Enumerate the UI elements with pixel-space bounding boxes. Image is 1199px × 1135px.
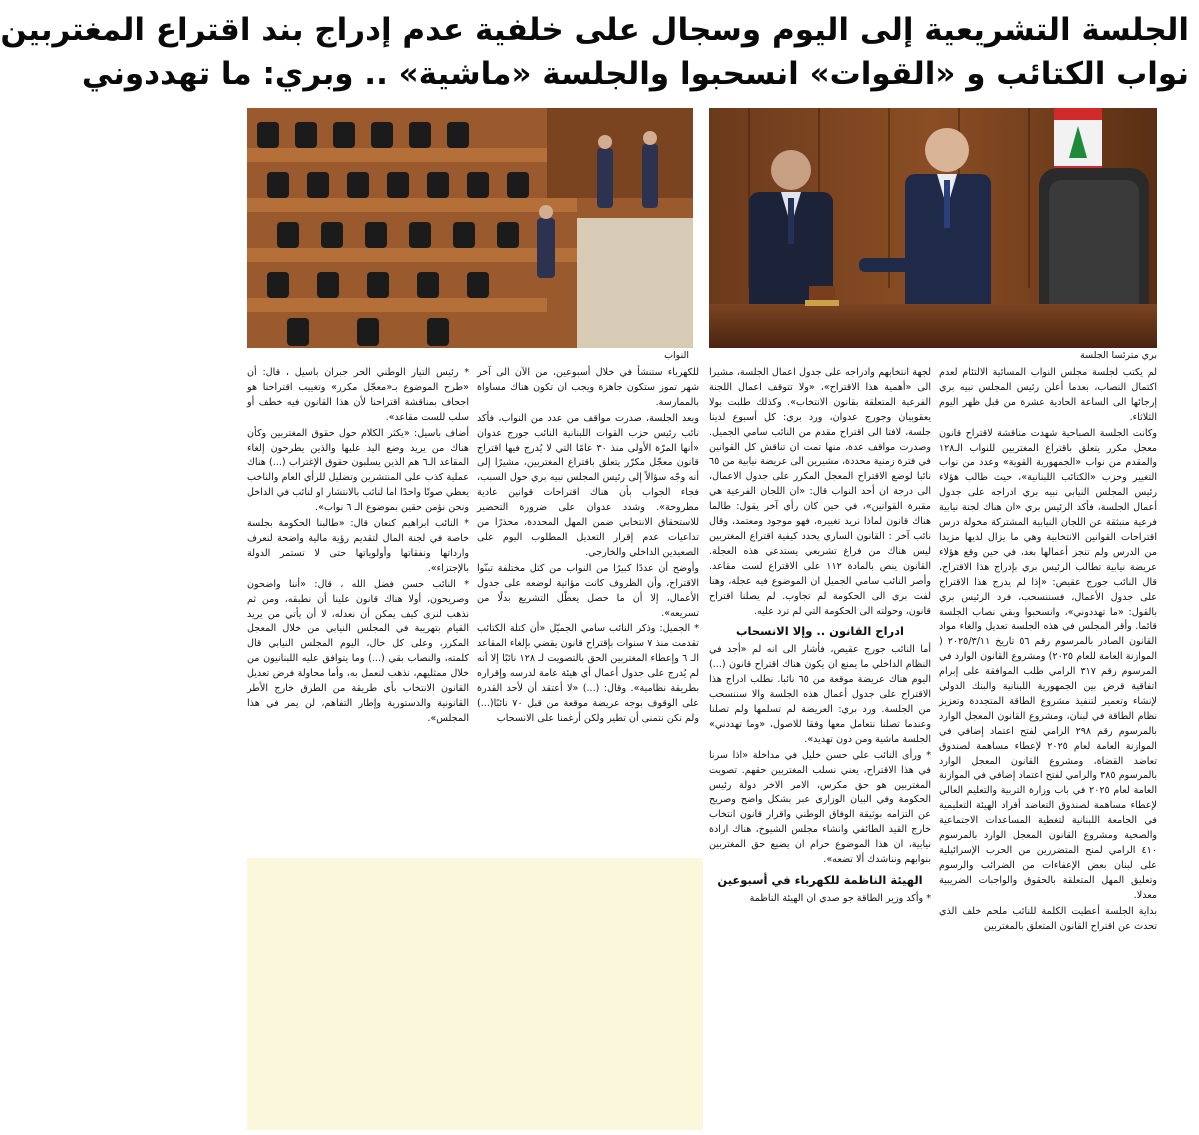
- paragraph: لجهة انتخابهم وادراجه على جدول اعمال الجلسة، مشيرا الى «أهمية هذا الاقتراح»، «ولا تتوقف اعمال اللجنة الفرعية المتعلقة بقانون الانتخاب». وكذلك طلبت بولا يعقوبيان وجورج عدوان، ورد بري: كل أسبوع لدينا جلسة، لافتا الى اقتراح مقدم من النائب سامي الجميل. وصدرت مواقف عدة، منها تمت ان تناقش كل القوانين في فترة زمنية محددة، مشيرين الى عريضة نيابية من ٦٥ نائبا لوضع الاقتراح المعجل المكرر على جدول الاعمال، الى درجة ان أحد النواب قال: «ان اللجان الفرعية هي مقبرة القوانين»، في حين كان رأي آخر يقول: طالما هناك قانون لماذا نريد تغييره، فهو موجود ومعتمد، وقال نائب آخر : القانون الساري يحدد كيفية اقتراع المغتربين ليس هناك من فراغ تشريعي يستدعي هذه العجلة. القانون ينص بالمادة ١١٢ على الاقتراع لست مقاعد. وأصر النائب سامي الجميل ان الموضوع فيه عجلة، وهنا لفت بري الى الحكومة لم تجاوب. لم يصلنا اقتراح قانون، وحولته الى الحكومة التي لم ترد عليه.: [709, 367, 931, 617]
- subheading: الهيئة الناظمة للكهرباء في أسبوعين: [717, 873, 923, 887]
- paragraph: للكهرباء ستنشأ في خلال أسبوعين، من الآن الى آخر شهر تموز ستكون جاهزة ويجب ان تكون هناك مساواة بالممارسة.: [477, 367, 699, 408]
- speaker-photo: [709, 108, 1157, 348]
- paragraph: * ورأى النائب علي حسن خليل في مداخلة «اذا سرنا في هذا الاقتراح، يعني نسلب المغتربين حقهم. تصويت المغتربين هو حق مكرس، الامر الاخر دولة رئيس الحكومة وفي البيان الوزاري عبر بشكل واضح وصريح عن التزامه بوثيقة الوفاق الوطني واقرار قانون انتخاب خارج القيد الطائفي وانشاء مجلس الشيوخ، هناك ارادة نيابية، ان هذا الموضوع حرام ان يضيع حق المغتربين بنوابهم ونناشدك ألا تضعه».: [709, 749, 931, 866]
- paragraph: * رئيس التيار الوطني الحر جبران باسيل ، قال: أن «طرح الموضوع بـ«معجّل مكرر» وتغييب اقتراحنا هو اجحاف بمناقشة اقتراحنا لأن هذا القانون فيه خطف أو سلب للست مقاعد».: [247, 367, 469, 423]
- caption-speaker-photo: بري مترئسا الجلسة: [1080, 350, 1157, 361]
- paragraph: وبعد الجلسة، صدرت مواقف من عدد من النواب، فأكد نائب رئيس حزب القوات اللبنانية النائب جورج عدوان «أنها المرّة الأولى منذ ٣٠ عامًا التي لا يُدرج فيها اقتراح قانون معجّل مكرّر يتعلق باقتراع المغتربين، مشيرًا إلى أنه وجّه سؤالاً إلى رئيس المجلس نبيه بري حول السبب، فجاء الجواب بأن هناك اقتراحات قوانين عادية مطروحة». وشدد عدوان على ضرورة التحضير للاستحقاق الانتخابي ضمن المهل المحددة، محذرًا من تداعيات عدم إقرار التعديل المطلوب اليوم على الصعيدين الداخلي والخارجي.: [477, 412, 699, 558]
- paragraph: * الجميل: وذكر النائب سامي الجميّل «أن كتلة الكتائب تقدمت منذ ٧ سنوات بإقتراح قانون يقضي بإلغاء المقاعد الـ ٦ وإعطاء المغتربين الحق بالتصويت لـ ١٢٨ نائبًا إلا أنه لم يُدرج على جدول أعمال أي هيئة عامة لدرسه وإقراره بطريقة نظامية». وقال: (...) «لا أعتقد أن لأحد القدرة على الوقوف بوجه عريضة موقعة من قبل ٧٠ نائبًا(...) ولم نكن نتمنى أن تطير ولكن أرغمنا على الانسحاب: [477, 623, 700, 724]
- paragraph: * وأكد وزير الطاقة جو صدي ان الهيئة الناظمة: [749, 893, 931, 904]
- article-column-1: [939, 366, 1157, 1126]
- article-column-4: [247, 366, 469, 862]
- blank-ad-space: [247, 858, 703, 1130]
- paragraph: * النائب حسن فضل الله ، قال: «أننا واضحون وصريحون، أولا هناك قانون علينا أن نطبقه، ومن ثم نذهب لنرى كيف يمكن أن نعدله، لا أن يأتي من يريد القيام بتهريبة في المجلس النيابي من خلال المعجل المكرر، وعلى كل حال، اليوم المجلس النيابي قال كلمته، والنصاب بقي (...) وما يتوافق عليه اللبنانيون من خلال ممثليهم، نذهب لنعمل به، وأما محاولة فرض تعديل القانون الانتخاب بأي طريقة من الطرق خارج الأطر القانونية والدستورية وإطار التفاهم، لن يمر في هذا المجلس».: [247, 578, 469, 724]
- paragraph: * النائب ابراهيم كنعان قال: «طالبنا الحكومة بجلسة خاصة في لجنة المال لتقديم رؤية مالية واضحة لنعرف وارداتها ونفقاتها وأولوياتها حتى لا تستمر الدولة بالإجتزاء».: [247, 518, 469, 574]
- paragraph: بداية الجلسة أعطيت الكلمة للنائب ملحم خلف الذي تحدث عن اقتراح القانون المتعلق بالمغتربين: [939, 905, 1157, 932]
- article-column-2: [709, 366, 931, 1126]
- article-column-3: [477, 366, 699, 862]
- paragraph: لم يكتب لجلسة مجلس النواب المسائية الالتئام لعدم اكتمال النصاب، بعدما أعلن رئيس المجلس نبيه بري إرجائها الى الساعة الحادية عشرة من قبل ظهر اليوم الثلاثاء.: [939, 367, 1157, 423]
- paragraph: أضاف باسيل: «يكثر الكلام حول حقوق المغتربين وكأن هناك من يريد وضع اليد عليها والذين يطرحون إلغاء المقاعد الـ٦ هم الذين يسلبون حقوق الإغتراب (...) هناك عملية كذب على المنتشرين وتضليل للرأي العام والناخب يعطي صوتًا واحدًا اما لنائب بالانتشار او لنائب في الداخل ونحن نؤمن حقين بموضوع الـ ٦ نواب».: [247, 427, 469, 514]
- chamber-photo: [247, 108, 693, 348]
- headline: [0, 8, 1189, 100]
- paragraph: أما النائب جورج عقيص، فأشار الى انه لم «أجد في النظام الداخلي ما يمنع ان يكون هناك اقتراح قانون (...) اليوم هناك عريضة موقعة من ٦٥ نائبا. نطلب ادراج هذا الاقتراح على جدول أعمال هذه الجلسة والا سننسحب من الجلسة. ورد بري: العريضة لم تسلمها ولم تصلنا وعندما تصلنا نتعامل معها وفقا للاصول، «وما تهددني» الجلسة ماشية ومن دون تهديد».: [709, 644, 931, 745]
- subheading: ادراج القانون .. وإلا الانسحاب: [736, 624, 904, 639]
- headline-line-1: الجلسة التشريعية إلى اليوم وسجال على خلفية عدم إدراج بند اقتراع المغتربين: [0, 12, 1189, 48]
- headline-line-2: نواب الكتائب و «القوات» انسحبوا والجلسة «ماشية» .. وبري: ما تهددوني: [81, 56, 1189, 92]
- paragraph: وأوضح أن عددًا كبيرًا من النواب من كتل مختلفة تبنّوا الاقتراح، وأن الظروف كانت مؤاتية لوضعه على جدول الأعمال، إلا أن ما حصل يعطّل التشريع بدلًا من تسريعه».: [477, 562, 699, 619]
- caption-chamber-photo: النواب: [664, 350, 689, 361]
- paragraph: وكانت الجلسة الصباحية شهدت مناقشة لاقتراح قانون معجل مكرر يتعلق باقتراع المغتربين للنواب الـ١٢٨ والمقدم من نواب «الجمهورية القوية» وعدد من نواب التغيير وحزب «الكتائب اللبنانية»، حيث طالب هؤلاء رئيس المجلس النيابي نبيه بري ادراجه على جدول أعمال الجلسة، فأكد الرئيس بري «ان هناك لجنة نيابية فرعية منبثقة عن اللجان النيابية المشتركة مخولة درس اقتراحات القوانين الانتخابية وهي ما يزال لديها مزيدا من الدرس ولم تنجز أعمالها بعد، في حين وقع هؤلاء عريضة نيابية تطالب الرئيس بري بإدراج هذا الاقتراح، قال النائب جورج عقيص: «إذا لم يدرج هذا الاقتراح على جدول الأعمال، فسننسحب، فرد الرئيس بري بالقول: «ما تهددوني»، وانسحبوا وبقي نصاب الجلسة قائما. وأقر المجلس في هذه الجلسة تعديل والغاء مواد القانون الصادر بالمرسوم رقم ٥٦ تاريخ ٢٠٢٥/٣/١١ ( الموازنة العامة للعام ٢٠٢٥) ومشروع القانون الوارد في المرسوم رقم ٣١٧ الرامي طلب الموافقة على إبرام اتفاقية قرض بين الجمهورية اللبنانية والبنك الدولي لإنشاء وتعمير لتنفيذ مشروع الطاقة المتجددة وتعزيز نظام الطاقة في لبنان، ومشروع القانون المعجل الوارد بالمرسوم رقم ٢٩٨ الرامي لفتح اعتماد إضافي في الموازنة العامة لعام ٢٠٢٥ لإعطاء مساهمة لصندوق تعاضد القضاة، ومشروع القانون المعجل الوارد بالمرسوم ٣٨٥ والرامي لفتح اعتماد إضافي في الموازنة العامة لعام ٢٠٢٥ في باب وزارة التربية والتعليم العالي لإعطاء مساهمة لصندوق التعاضد أفراد الهيئة التعليمية في الجامعة اللبنانية لتغطية المساعدات الاجتماعية والصحية ومشروع القانون المعجل الوارد بالمرسوم ٤١٠ الرامي لمنح المتضررين من الحرب الإسرائيلية على لبنان بعض الإعفاءات من الضرائب والرسوم وتعليق المهل المتعلقة بالحقوق والواجبات الضريبية معدلا.: [939, 427, 1158, 901]
